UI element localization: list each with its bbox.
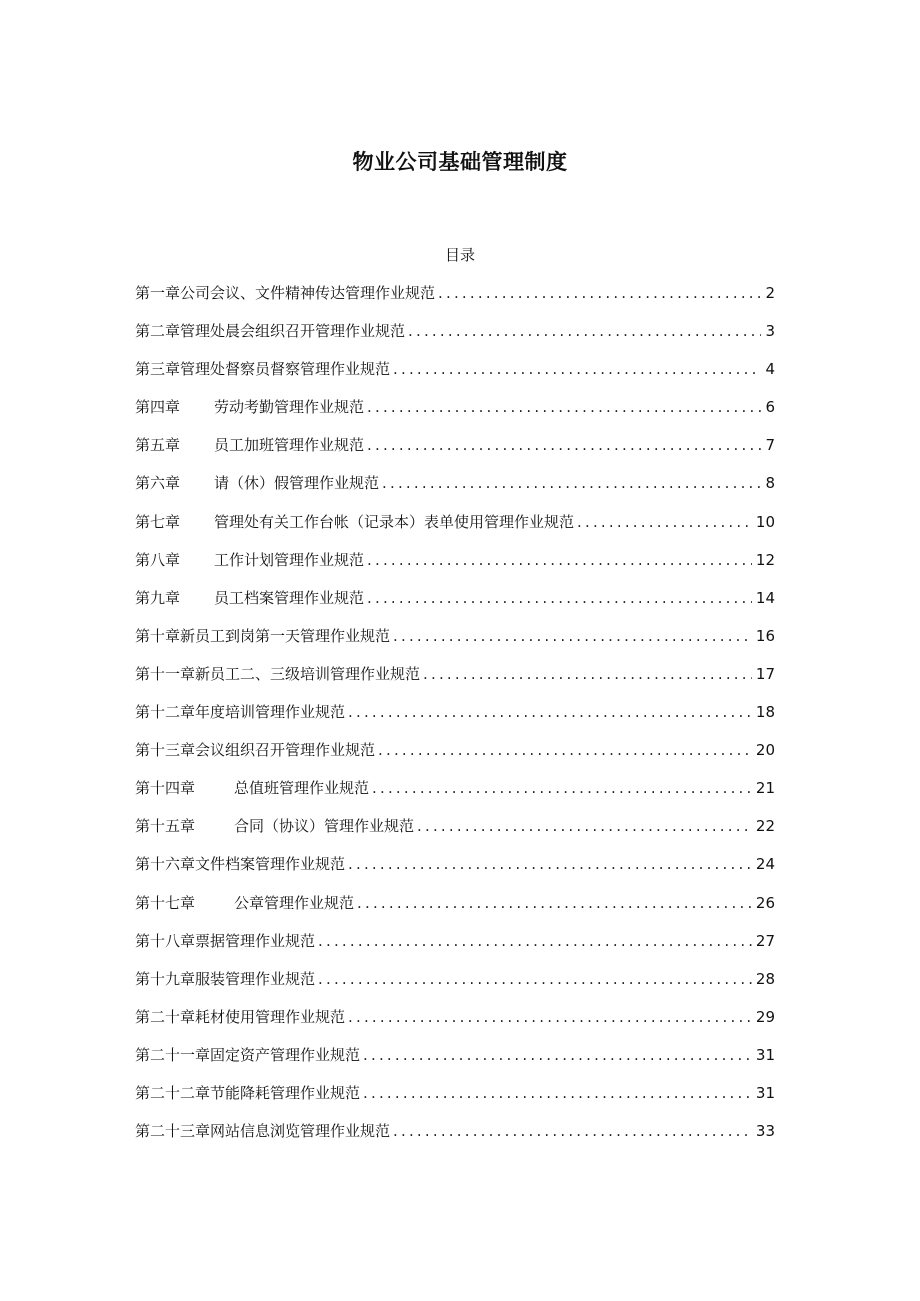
toc-dot-leader <box>408 321 761 341</box>
toc-chapter-title: 劳动考勤管理作业规范 <box>214 398 365 417</box>
toc-page-number: 18 <box>755 703 775 722</box>
toc-chapter-number: 第八章 <box>135 550 181 569</box>
toc-page-number: 22 <box>755 817 775 836</box>
toc-chapter-number: 第二十一章 <box>135 1045 211 1064</box>
toc-entry[interactable] <box>135 359 775 397</box>
toc-entry[interactable] <box>135 740 775 778</box>
toc-dot-leader <box>577 512 752 532</box>
toc-page-number: 29 <box>755 1007 775 1026</box>
toc-entry[interactable] <box>135 588 775 626</box>
toc-entry[interactable] <box>135 435 775 473</box>
toc-page-number: 21 <box>755 779 775 798</box>
toc-entry[interactable] <box>135 473 775 511</box>
toc-entry[interactable] <box>135 816 775 854</box>
toc-page-number: 4 <box>765 360 775 379</box>
toc-dot-leader <box>367 588 752 608</box>
toc-entry[interactable] <box>135 1121 775 1159</box>
toc-chapter-title: 请（休）假管理作业规范 <box>214 474 380 493</box>
toc-chapter-title: 总值班管理作业规范 <box>234 779 370 798</box>
toc-dot-leader <box>393 1121 752 1141</box>
table-of-contents <box>135 283 775 1159</box>
toc-dot-leader <box>363 1045 752 1065</box>
toc-chapter-number: 第四章 <box>135 398 181 417</box>
toc-dot-leader <box>417 816 752 836</box>
toc-entry[interactable] <box>135 931 775 969</box>
toc-chapter-number: 第十一章 <box>135 664 196 683</box>
toc-dot-leader <box>348 854 752 874</box>
toc-chapter-number: 第十章 <box>135 626 181 645</box>
toc-entry[interactable] <box>135 397 775 435</box>
toc-chapter-title: 新员工到岗第一天管理作业规范 <box>180 626 391 645</box>
toc-chapter-title: 年度培训管理作业规范 <box>195 703 346 722</box>
toc-chapter-number: 第十八章 <box>135 931 196 950</box>
toc-chapter-number: 第三章 <box>135 360 181 379</box>
toc-chapter-title: 公司会议、文件精神传达管理作业规范 <box>180 284 436 302</box>
toc-dot-leader <box>378 740 752 760</box>
toc-chapter-title: 公章管理作业规范 <box>234 893 355 912</box>
toc-chapter-number: 第十三章 <box>135 741 196 760</box>
toc-page-number: 2 <box>765 284 775 302</box>
toc-dot-leader <box>393 359 761 379</box>
toc-entry[interactable] <box>135 550 775 588</box>
toc-chapter-number: 第十四章 <box>135 779 196 798</box>
toc-dot-leader <box>363 1083 752 1103</box>
toc-chapter-number: 第十九章 <box>135 969 196 988</box>
toc-chapter-number: 第十六章 <box>135 855 196 874</box>
toc-entry[interactable] <box>135 778 775 816</box>
toc-page-number: 17 <box>755 664 775 683</box>
toc-dot-leader <box>382 473 761 493</box>
toc-heading: 目录 <box>444 246 475 264</box>
toc-chapter-title: 新员工二、三级培训管理作业规范 <box>195 664 421 683</box>
toc-entry[interactable] <box>135 1045 775 1083</box>
toc-entry[interactable] <box>135 1007 775 1045</box>
toc-dot-leader <box>318 969 752 989</box>
toc-chapter-title: 员工加班管理作业规范 <box>214 436 365 455</box>
toc-page-number: 8 <box>765 474 775 493</box>
toc-entry[interactable] <box>135 854 775 892</box>
toc-chapter-number: 第六章 <box>135 474 181 493</box>
toc-chapter-title: 节能降耗管理作业规范 <box>210 1083 361 1102</box>
toc-dot-leader <box>367 550 752 570</box>
toc-chapter-number: 第二十三章 <box>135 1122 211 1141</box>
toc-entry[interactable] <box>135 512 775 550</box>
toc-chapter-number: 第十五章 <box>135 817 196 836</box>
toc-dot-leader <box>423 664 752 684</box>
toc-chapter-number: 第五章 <box>135 436 181 455</box>
toc-page-number: 20 <box>755 741 775 760</box>
toc-chapter-title: 管理处晨会组织召开管理作业规范 <box>180 322 406 341</box>
toc-entry[interactable] <box>135 664 775 702</box>
toc-page-number: 31 <box>755 1083 775 1102</box>
toc-chapter-title: 耗材使用管理作业规范 <box>195 1007 346 1026</box>
toc-chapter-title: 管理处督察员督察管理作业规范 <box>180 360 391 379</box>
toc-page-number: 28 <box>755 969 775 988</box>
toc-entry[interactable] <box>135 702 775 740</box>
toc-chapter-number: 第七章 <box>135 512 181 531</box>
toc-page-number: 14 <box>755 588 775 607</box>
toc-chapter-number: 第二十二章 <box>135 1083 211 1102</box>
toc-page-number: 24 <box>755 855 775 874</box>
toc-chapter-number: 第十七章 <box>135 893 196 912</box>
toc-chapter-title: 工作计划管理作业规范 <box>214 550 365 569</box>
toc-chapter-number: 第十二章 <box>135 703 196 722</box>
toc-page-number: 10 <box>755 512 775 531</box>
toc-chapter-title: 网站信息浏览管理作业规范 <box>210 1122 391 1141</box>
toc-page-number: 6 <box>765 398 775 417</box>
toc-chapter-title: 固定资产管理作业规范 <box>210 1045 361 1064</box>
toc-page-number: 3 <box>765 322 775 341</box>
toc-chapter-title: 票据管理作业规范 <box>195 931 316 950</box>
toc-chapter-number: 第二章 <box>135 322 181 341</box>
toc-dot-leader <box>357 893 752 913</box>
toc-dot-leader <box>438 283 761 303</box>
toc-page-number: 33 <box>755 1122 775 1141</box>
toc-chapter-title: 员工档案管理作业规范 <box>214 588 365 607</box>
document-title: 物业公司基础管理制度 <box>352 150 568 174</box>
toc-page-number: 27 <box>755 931 775 950</box>
toc-dot-leader <box>367 435 761 455</box>
toc-page-number: 7 <box>765 436 775 455</box>
toc-entry[interactable] <box>135 283 775 321</box>
toc-page-number: 31 <box>755 1045 775 1064</box>
toc-dot-leader <box>393 626 752 646</box>
toc-dot-leader <box>318 931 752 951</box>
toc-entry[interactable] <box>135 893 775 931</box>
toc-chapter-title: 文件档案管理作业规范 <box>195 855 346 874</box>
toc-page-number: 26 <box>755 893 775 912</box>
toc-page-number: 16 <box>755 626 775 645</box>
toc-chapter-number: 第一章 <box>135 284 181 302</box>
toc-entry[interactable] <box>135 626 775 664</box>
toc-dot-leader <box>348 1007 752 1027</box>
toc-entry[interactable] <box>135 969 775 1007</box>
toc-chapter-title: 合同（协议）管理作业规范 <box>234 817 415 836</box>
toc-chapter-number: 第二十章 <box>135 1007 196 1026</box>
toc-entry[interactable] <box>135 1083 775 1121</box>
toc-dot-leader <box>367 397 761 417</box>
toc-dot-leader <box>348 702 752 722</box>
toc-dot-leader <box>372 778 752 798</box>
toc-page-number: 12 <box>755 550 775 569</box>
toc-chapter-number: 第九章 <box>135 588 181 607</box>
toc-chapter-title: 管理处有关工作台帐（记录本）表单使用管理作业规范 <box>214 512 575 531</box>
toc-chapter-title: 服装管理作业规范 <box>195 969 316 988</box>
toc-chapter-title: 会议组织召开管理作业规范 <box>195 741 376 760</box>
toc-entry[interactable] <box>135 321 775 359</box>
